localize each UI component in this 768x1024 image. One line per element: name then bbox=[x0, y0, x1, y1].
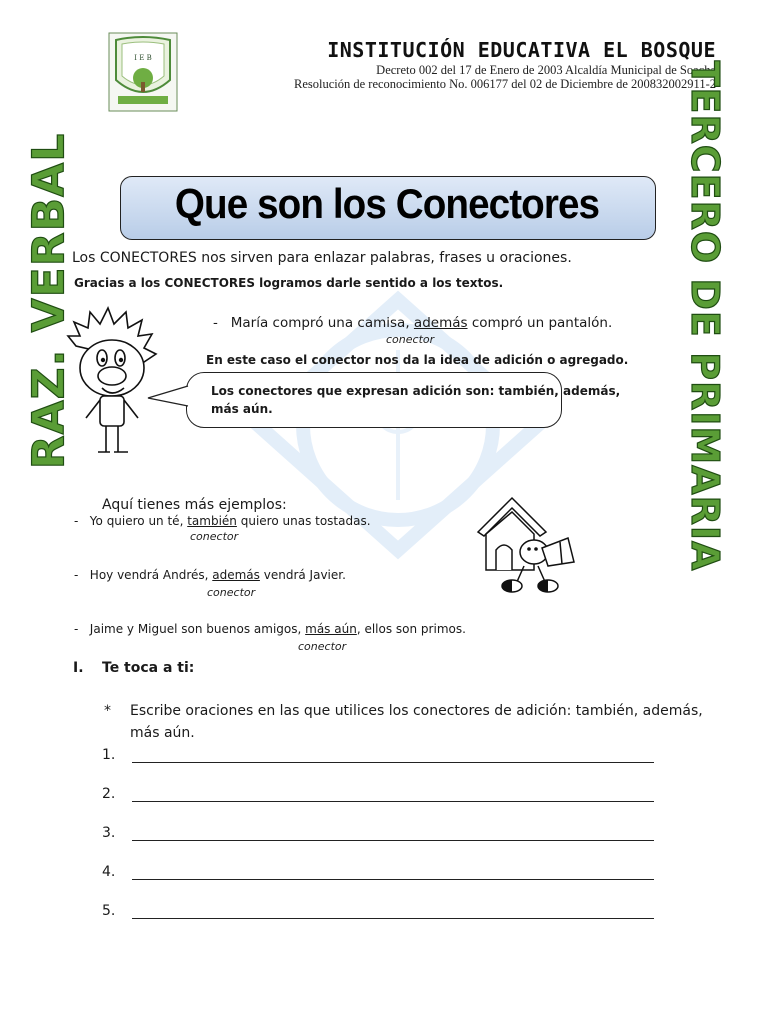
answer-line-5[interactable] bbox=[132, 918, 654, 919]
side-label-right-container bbox=[683, 60, 727, 572]
side-label-tercero-primaria: TERCERO DE PRIMARIA bbox=[683, 60, 727, 572]
example-before: Hoy vendrá Andrés, bbox=[89, 568, 209, 582]
bubble-line-1: Los conectores que expresan adición son: también, además, bbox=[211, 384, 621, 398]
main-example-after: compró un pantalón. bbox=[471, 315, 613, 331]
answer-line-number-5: 5. bbox=[102, 903, 116, 919]
side-label-raz-verbal: RAZ. VERBAL bbox=[23, 132, 75, 470]
speech-bubble-tail bbox=[146, 382, 190, 412]
bubble-line-2: más aún. bbox=[211, 402, 273, 416]
speech-bubble bbox=[186, 372, 562, 428]
dog-reading-illustration bbox=[472, 492, 582, 596]
exercise-heading: Te toca a ti: bbox=[102, 660, 195, 676]
school-crest-logo bbox=[108, 32, 178, 112]
example-item-2 bbox=[74, 568, 346, 582]
intro-line-2: Gracias a los CONECTORES logramos darle sentido a los textos. bbox=[74, 276, 504, 290]
instruction-line-2: más aún. bbox=[130, 725, 195, 741]
answer-line-2[interactable] bbox=[132, 801, 654, 802]
answer-line-number-1: 1. bbox=[102, 747, 116, 763]
example-connector: más aún bbox=[305, 622, 357, 636]
main-example-before: María compró una camisa, bbox=[230, 315, 410, 331]
example-dash: - bbox=[74, 568, 79, 582]
instruction-bullet: * bbox=[104, 703, 111, 719]
example-after: vendrá Javier. bbox=[263, 568, 346, 582]
answer-line-number-3: 3. bbox=[102, 825, 116, 841]
answer-line-number-2: 2. bbox=[102, 786, 116, 802]
example-3-connector-label: conector bbox=[298, 640, 347, 653]
main-example-sentence bbox=[213, 315, 612, 331]
example-2-connector-label: conector bbox=[207, 586, 256, 599]
main-example-connector: además bbox=[413, 315, 468, 331]
more-examples-heading: Aquí tienes más ejemplos: bbox=[102, 497, 287, 513]
example-dash: - bbox=[74, 514, 79, 528]
answer-line-4[interactable] bbox=[132, 879, 654, 880]
answer-line-number-4: 4. bbox=[102, 864, 116, 880]
decree-line: Decreto 002 del 17 de Enero de 2003 Alcaldía Municipal de Soacha bbox=[376, 63, 716, 77]
exercise-numeral: I. bbox=[73, 660, 84, 676]
main-example-dash: - bbox=[213, 315, 218, 331]
example-before: Yo quiero un té, bbox=[89, 514, 184, 528]
resolution-line: Resolución de reconocimiento No. 006177 del 02 de Diciembre de 200832002911-2 bbox=[293, 77, 716, 91]
intro-line-1: Los CONECTORES nos sirven para enlazar palabras, frases u oraciones. bbox=[72, 250, 572, 266]
example-item-1 bbox=[74, 514, 371, 528]
example-item-3 bbox=[74, 622, 466, 636]
answer-line-3[interactable] bbox=[132, 840, 654, 841]
example-dash: - bbox=[74, 622, 79, 636]
example-1-connector-label: conector bbox=[190, 530, 239, 543]
main-example-connector-label: conector bbox=[386, 333, 435, 346]
answer-line-1[interactable] bbox=[132, 762, 654, 763]
example-after: quiero unas tostadas. bbox=[240, 514, 371, 528]
main-example-explanation: En este caso el conector nos da la idea de adición o agregado. bbox=[206, 353, 629, 367]
example-before: Jaime y Miguel son buenos amigos, bbox=[89, 622, 302, 636]
svg-text:I E B: I E B bbox=[134, 54, 152, 62]
example-connector: también bbox=[187, 514, 237, 528]
institution-name: INSTITUCIÓN EDUCATIVA EL BOSQUE bbox=[327, 38, 716, 62]
instruction-line-1: Escribe oraciones en las que utilices los conectores de adición: también, además, bbox=[130, 703, 703, 719]
example-after: , ellos son primos. bbox=[356, 622, 466, 636]
page-title: Que son los Conectores bbox=[174, 180, 600, 227]
example-connector: además bbox=[212, 568, 260, 582]
